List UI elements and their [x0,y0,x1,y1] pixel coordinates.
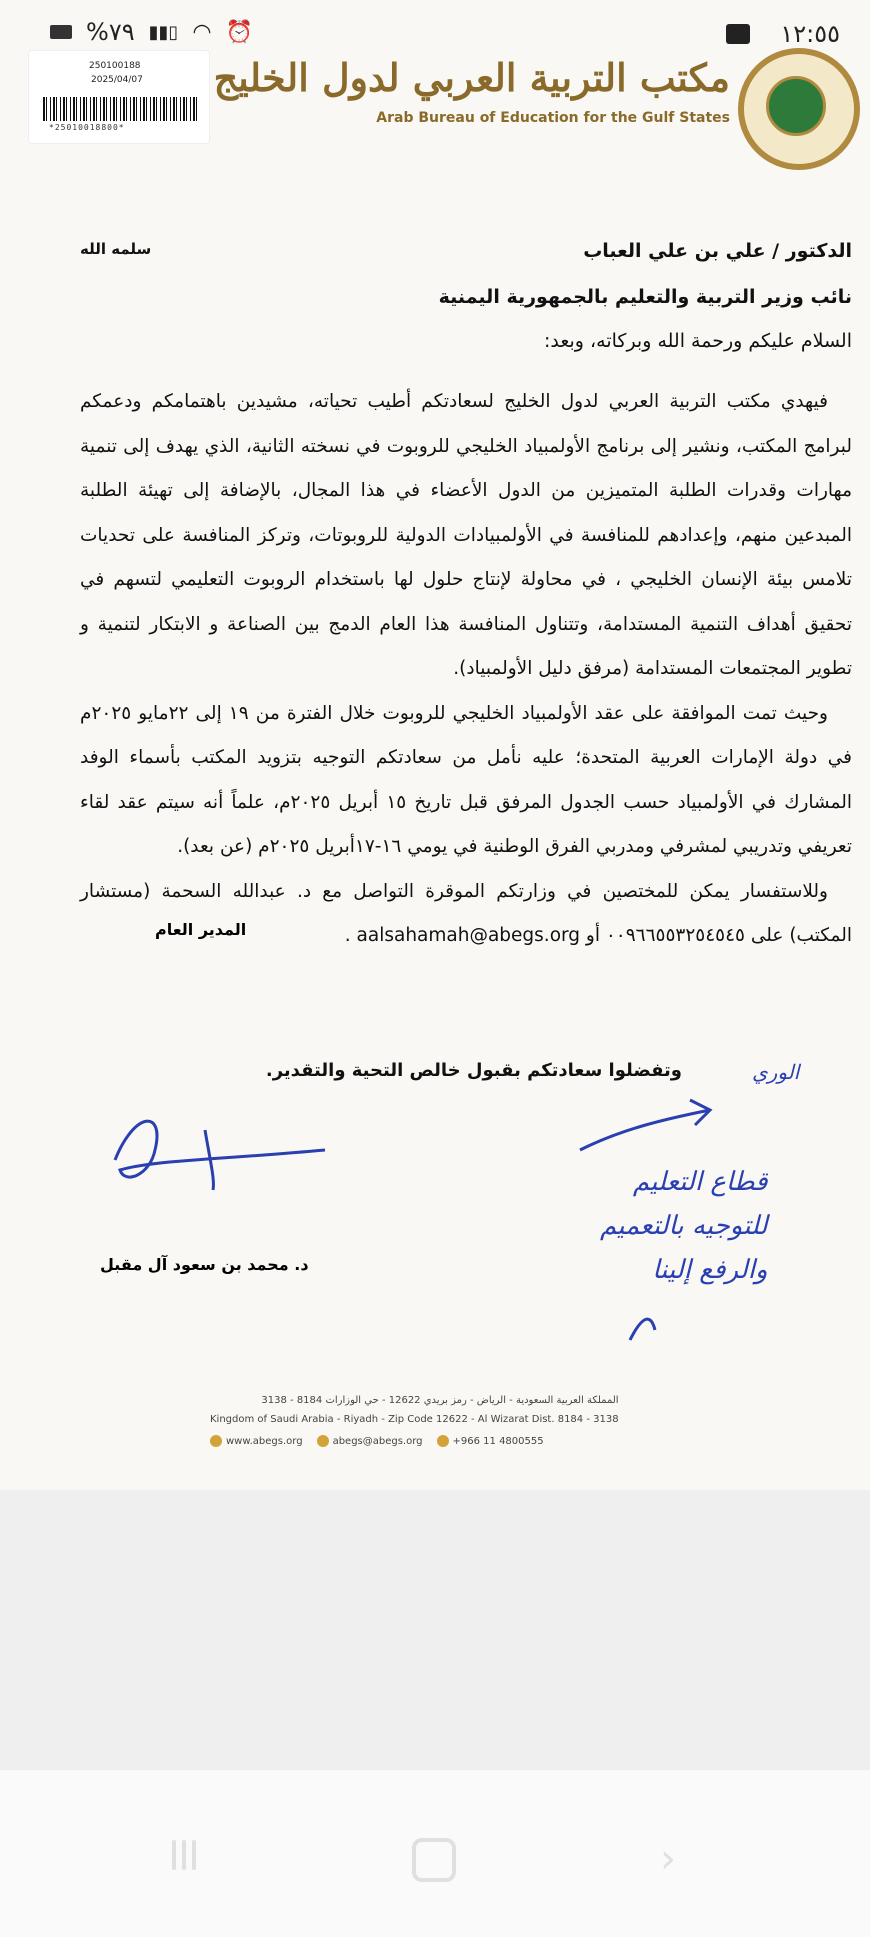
viewer-background [0,1490,870,1770]
clock: ١٢:٥٥ [780,20,840,48]
handwritten-line: والرفع إلينا [652,1255,768,1285]
handwritten-line: قطاع التعليم [632,1167,768,1197]
handwritten-note-text [600,1160,768,1292]
logo-arabic-name: مكتب التربية العربي لدول الخليج [213,55,730,100]
home-icon[interactable] [412,1838,456,1882]
wifi-icon: ◠ [192,19,212,45]
battery-percent: %٧٩ [86,18,135,46]
signature-scribble-icon [95,1090,335,1210]
recipient-name: الدكتور / علي بن علي العباب [583,240,852,262]
handwritten-line: للتوجيه بالتعميم [600,1211,768,1241]
alarm-icon: ⏰ [225,19,253,45]
barcode-number: *25010018800* [49,123,125,132]
signal-icon: ▮▮▯ [148,21,179,43]
barcode [43,97,197,121]
handwritten-tag: الوري [752,1060,800,1084]
sticker-number: 250100188 [89,61,141,71]
globe-icon [210,1435,222,1447]
sticker-date: 2025/04/07 [91,75,143,85]
closing: وتفضلوا سعادتكم بقبول خالص التحية والتقدير. [265,1060,682,1081]
battery-icon [50,25,72,39]
paragraph: وحيث تمت الموافقة على عقد الأولمبياد الخليجي للروبوت خلال الفترة من ١٩ إلى ٢٢مايو ٢٠٢٥م في دولة الإمارات العربية المتحدة؛ عليه نأمل من سعادتكم التوجيه بتزويد المكتب بأسماء الوفد المشارك في الأولمبياد حسب الجدول المرفق قبل تاريخ ١٥ أبريل ٢٠٢٥م، علماً أنه سيتم عقد لقاء تعريفي وتدريبي لمشرفي ومدربي الفرق الوطنية في يومي ١٦-١٧أبريل ٢٠٢٥م (عن بعد). [80,702,852,857]
footer-contacts [210,1435,619,1447]
footer-phone: +966 11 4800555 [437,1435,544,1447]
footer-website: www.abegs.org [210,1435,303,1447]
email-icon [317,1435,329,1447]
gallery-icon [726,24,750,44]
logo-english-name: Arab Bureau of Education for the Gulf States [376,110,730,126]
paragraph: فيهدي مكتب التربية العربي لدول الخليج لسعادتكم أطيب تحياته، مشيدين باهتمامكم ودعمكم لبرامج المكتب، ونشير إلى برنامج الأولمبياد الخليجي للروبوت في نسخته الثانية، الذي يهدف إلى تنمية مهارات وقدرات الطلبة المتميزين من الدول الأعضاء في هذا المجال، بالإضافة إلى تهيئة الطلبة المبدعين منهم، وإعدادهم للمنافسة في الأولمبيادات الدولية للروبوتات، وتركز المنافسة على تحديات تلامس بيئة الإنسان الخليجي ، في محاولة لإنتاج حلول لها باستخدام الروبوت التعليمي لتسهم في تحقيق أهداف التنمية المستدامة، وتتناول المنافسة هذا العام الدمج بين الصناعة و الابتكار لتنمية و تطوير المجتمعات المستدامة (مرفق دليل الأولمبياد). [80,391,852,679]
signature-title: المدير العام [155,920,247,939]
bureau-logo-icon [738,48,860,170]
system-nav-bar [0,1810,870,1910]
salutation: السلام عليكم ورحمة الله وبركاته، وبعد: [543,330,852,352]
paragraph: وللاستفسار يمكن للمختصين في وزارتكم الموقرة التواصل مع د. عبدالله السحمة (مستشار المكتب) على ٠٠٩٦٦٥٥٣٢٥٤٥٤٥ أو aalsahamah@abegs.org . [80,880,852,946]
recipient-greeting: سلمه الله [80,240,152,258]
footer-address-ar: المملكة العربية السعودية - الرياض - رمز بريدي 12622 - حي الوزارات 8184 - 3138 [261,1395,619,1406]
footer-email: abegs@abegs.org [317,1435,423,1447]
recent-apps-icon[interactable] [172,1840,208,1876]
signatory-name: د. محمد بن سعود آل مقبل [100,1255,309,1274]
phone-icon [437,1435,449,1447]
back-icon[interactable]: › [660,1836,676,1882]
recipient-title: نائب وزير التربية والتعليم بالجمهورية اليمنية [438,286,852,308]
footer-address-en: Kingdom of Saudi Arabia - Riyadh - Zip Code 12622 - Al Wizarat Dist. 8184 - 3138 [210,1414,619,1425]
letter-footer [210,1395,619,1447]
letter-paragraphs [80,380,852,959]
barcode-sticker [28,50,210,144]
